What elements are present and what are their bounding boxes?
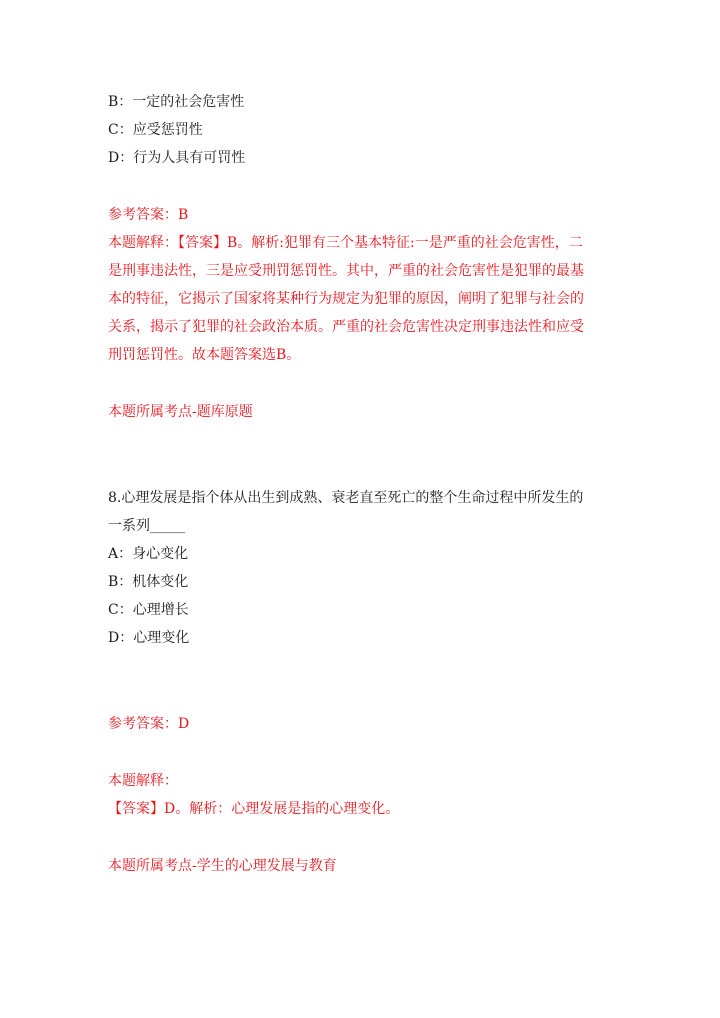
q7-option-c: C：应受惩罚性	[108, 122, 203, 138]
q7-explanation-line-5: 刑罚惩罚性。故本题答案选B。	[108, 347, 301, 363]
q7-answer: 参考答案：B	[108, 207, 189, 223]
q7-explanation-line-1: 本题解释：【答案】B。解析:犯罪有三个基本特征:一是严重的社会危害性，二	[108, 235, 583, 251]
q7-explanation-line-3: 本的特征，它揭示了国家将某种行为规定为犯罪的原因，阐明了犯罪与社会的	[108, 291, 584, 307]
q8-question-line-1: 8.心理发展是指个体从出生到成熟、衰老直至死亡的整个生命过程中所发生的	[108, 490, 584, 506]
q8-option-d: D：心理变化	[108, 630, 190, 646]
q7-option-b: B：一定的社会危害性	[108, 94, 245, 110]
q8-option-c: C：心理增长	[108, 602, 189, 618]
q8-explanation-title: 本题解释：	[108, 773, 178, 789]
q7-topic: 本题所属考点-题库原题	[108, 404, 253, 420]
q8-option-a: A：身心变化	[108, 546, 189, 562]
q7-explanation-line-4: 关系，揭示了犯罪的社会政治本质。严重的社会危害性决定刑事违法性和应受	[108, 319, 584, 335]
q7-explanation-line-2: 是刑事违法性，三是应受刑罚惩罚性。其中，严重的社会危害性是犯罪的最基	[108, 263, 584, 279]
q8-question-line-2: 一系列_____	[108, 518, 185, 534]
q8-explanation-body: 【答案】D。解析：心理发展是指的心理变化。	[108, 801, 400, 817]
q8-option-b: B：机体变化	[108, 574, 189, 590]
q8-answer: 参考答案：D	[108, 716, 190, 732]
q7-option-d: D：行为人具有可罚性	[108, 150, 246, 166]
q8-topic: 本题所属考点-学生的心理发展与教育	[108, 858, 337, 874]
